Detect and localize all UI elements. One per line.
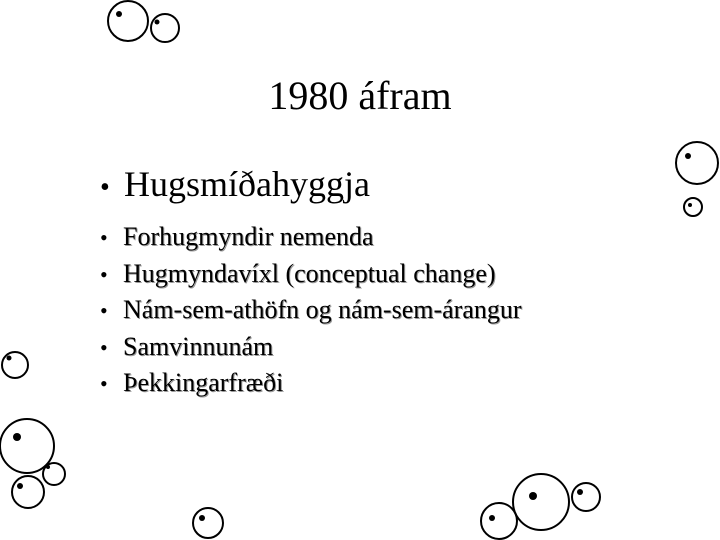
sub-bullet-text: Hugmyndavíxl (conceptual change) xyxy=(123,258,496,288)
bubble-cluster-bottom-middle xyxy=(193,508,223,538)
bubble-icon xyxy=(2,352,28,378)
bullet-marker: • xyxy=(100,298,108,323)
bubble-cluster-top-left xyxy=(108,1,179,42)
main-bullet xyxy=(100,162,370,210)
bubble-icon xyxy=(108,1,148,41)
bullet-marker: • xyxy=(100,371,108,396)
sub-bullet xyxy=(100,292,522,329)
bubble-cluster-bottom-right xyxy=(481,474,600,539)
bullet-marker: • xyxy=(100,225,108,250)
sub-bullet-text: Nám-sem-athöfn og nám-sem-árangur xyxy=(123,295,522,324)
bubble-icon xyxy=(481,503,517,539)
sub-bullet xyxy=(100,329,522,366)
slide-title: 1980 áfram xyxy=(268,73,452,118)
bubble-icon xyxy=(676,142,718,184)
main-bullet-text: Hugsmíðahyggja xyxy=(124,164,370,204)
bubble-icon xyxy=(684,198,702,216)
bubble-icon xyxy=(12,476,44,508)
bullet-marker: • xyxy=(100,261,108,287)
bubble-cluster-left xyxy=(0,352,65,508)
bullet-marker: • xyxy=(100,334,108,360)
sub-bullet xyxy=(100,256,522,293)
sub-bullet-text: Samvinnunám xyxy=(123,331,274,361)
bubble-icon xyxy=(193,508,223,538)
sub-bullet-list xyxy=(100,219,522,402)
bubble-icon xyxy=(513,474,569,530)
sub-bullet xyxy=(100,365,522,402)
bullet-marker: • xyxy=(100,172,110,203)
sub-bullet-text: Þekkingarfræði xyxy=(123,368,284,397)
sub-bullet xyxy=(100,219,522,256)
bubble-icon xyxy=(572,483,600,511)
sub-bullet-text: Forhugmyndir nemenda xyxy=(123,222,374,251)
bubble-icon xyxy=(151,14,179,42)
bubble-cluster-right xyxy=(676,142,718,216)
bubble-icon xyxy=(0,419,54,473)
